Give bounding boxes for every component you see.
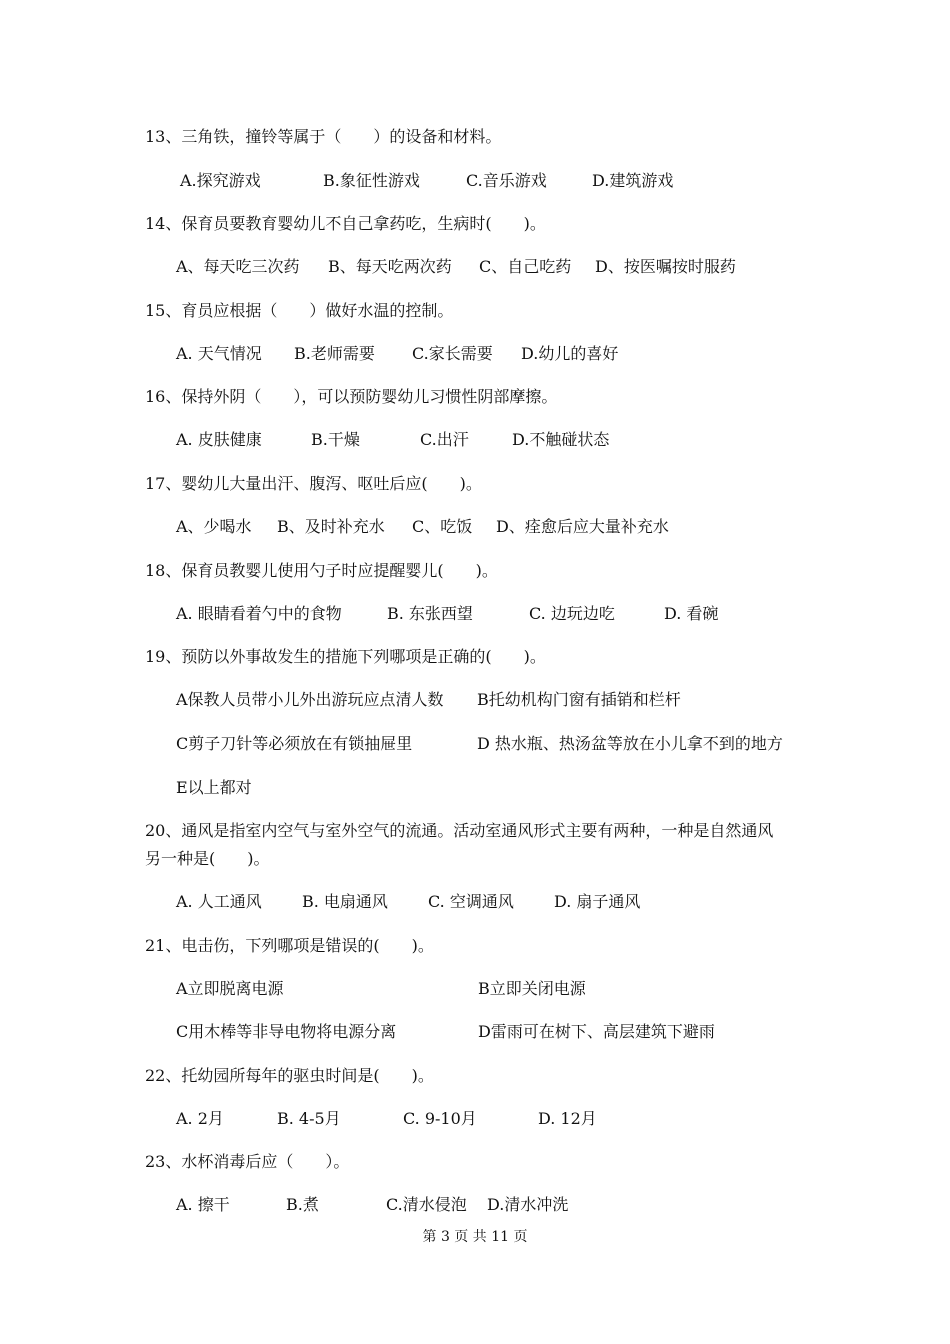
question-15-option-b: B.老师需要 <box>294 344 375 363</box>
question-19-option-e: E以上都对 <box>176 778 252 797</box>
question-20-stem-continued: 另一种是( )。 <box>145 849 270 868</box>
question-20-stem: 20、通风是指室内空气与室外空气的流通。活动室通风形式主要有两种，一种是自然通风 <box>145 821 774 840</box>
question-13-option-d: D.建筑游戏 <box>592 171 674 190</box>
question-13-option-b: B.象征性游戏 <box>323 171 420 190</box>
question-22-option-b: B. 4-5月 <box>277 1109 341 1128</box>
question-20-option-c: C. 空调通风 <box>428 892 514 911</box>
question-14-stem: 14、保育员要教育婴幼儿不自己拿药吃，生病时( )。 <box>145 214 546 233</box>
question-14-option-b: B、每天吃两次药 <box>328 257 452 276</box>
question-19-option-b: B托幼机构门窗有插销和栏杆 <box>477 690 681 709</box>
question-16-option-c: C.出汗 <box>420 430 469 449</box>
question-18-option-a: A. 眼睛看着勺中的食物 <box>176 604 342 623</box>
question-16-option-a: A. 皮肤健康 <box>176 430 262 449</box>
question-23-option-c: C.清水侵泡 <box>386 1195 467 1214</box>
question-21-option-a: A立即脱离电源 <box>176 979 284 998</box>
question-23-option-d: D.清水冲洗 <box>487 1195 569 1214</box>
question-23-option-a: A. 擦干 <box>176 1195 230 1214</box>
question-19-option-c: C剪子刀针等必须放在有锁抽屉里 <box>176 734 413 753</box>
question-13-option-c: C.音乐游戏 <box>466 171 547 190</box>
question-18-option-c: C. 边玩边吃 <box>529 604 615 623</box>
question-15-option-a: A. 天气情况 <box>176 344 262 363</box>
question-17-option-d: D、痊愈后应大量补充水 <box>496 517 669 536</box>
question-23-option-b: B.煮 <box>286 1195 319 1214</box>
question-17-option-b: B、及时补充水 <box>277 517 385 536</box>
question-22-option-c: C. 9-10月 <box>403 1109 477 1128</box>
question-19-option-a: A保教人员带小儿外出游玩应点清人数 <box>176 690 444 709</box>
question-14-option-c: C、自己吃药 <box>479 257 572 276</box>
question-16-option-d: D.不触碰状态 <box>512 430 610 449</box>
question-21-option-d: D雷雨可在树下、高层建筑下避雨 <box>478 1022 715 1041</box>
question-22-stem: 22、托幼园所每年的驱虫时间是( )。 <box>145 1066 434 1085</box>
page-footer: 第 3 页 共 11 页 <box>422 1229 528 1245</box>
question-21-option-c: C用木棒等非导电物将电源分离 <box>176 1022 397 1041</box>
question-14-option-d: D、按医嘱按时服药 <box>595 257 736 276</box>
question-21-stem: 21、电击伤，下列哪项是错误的( )。 <box>145 936 434 955</box>
question-17-option-a: A、少喝水 <box>176 517 252 536</box>
question-18-option-d: D. 看碗 <box>664 604 719 623</box>
question-15-option-c: C.家长需要 <box>412 344 493 363</box>
question-15-stem: 15、育员应根据（ ）做好水温的控制。 <box>145 301 454 320</box>
question-23-stem: 23、水杯消毒后应（ ）。 <box>145 1152 350 1171</box>
question-20-option-b: B. 电扇通风 <box>302 892 388 911</box>
question-13-option-a: A.探究游戏 <box>180 171 261 190</box>
question-22-option-a: A. 2月 <box>176 1109 224 1128</box>
question-22-option-d: D. 12月 <box>538 1109 597 1128</box>
question-18-option-b: B. 东张西望 <box>387 604 473 623</box>
question-21-option-b: B立即关闭电源 <box>478 979 586 998</box>
question-17-option-c: C、吃饭 <box>412 517 473 536</box>
question-20-option-a: A. 人工通风 <box>176 892 262 911</box>
question-13-stem: 13、三角铁，撞铃等属于（ ）的设备和材料。 <box>145 127 502 146</box>
question-20-option-d: D. 扇子通风 <box>554 892 641 911</box>
question-19-stem: 19、预防以外事故发生的措施下列哪项是正确的( )。 <box>145 647 546 666</box>
question-18-stem: 18、保育员教婴儿使用勺子时应提醒婴儿( )。 <box>145 561 498 580</box>
question-15-option-d: D.幼儿的喜好 <box>521 344 619 363</box>
question-19-option-d: D 热水瓶、热汤盆等放在小儿拿不到的地方 <box>477 734 783 753</box>
question-16-stem: 16、保持外阴（ ），可以预防婴幼儿习惯性阴部摩擦。 <box>145 387 558 406</box>
question-17-stem: 17、婴幼儿大量出汗、腹泻、呕吐后应( )。 <box>145 474 482 493</box>
question-14-option-a: A、每天吃三次药 <box>176 257 300 276</box>
question-16-option-b: B.干燥 <box>311 430 360 449</box>
